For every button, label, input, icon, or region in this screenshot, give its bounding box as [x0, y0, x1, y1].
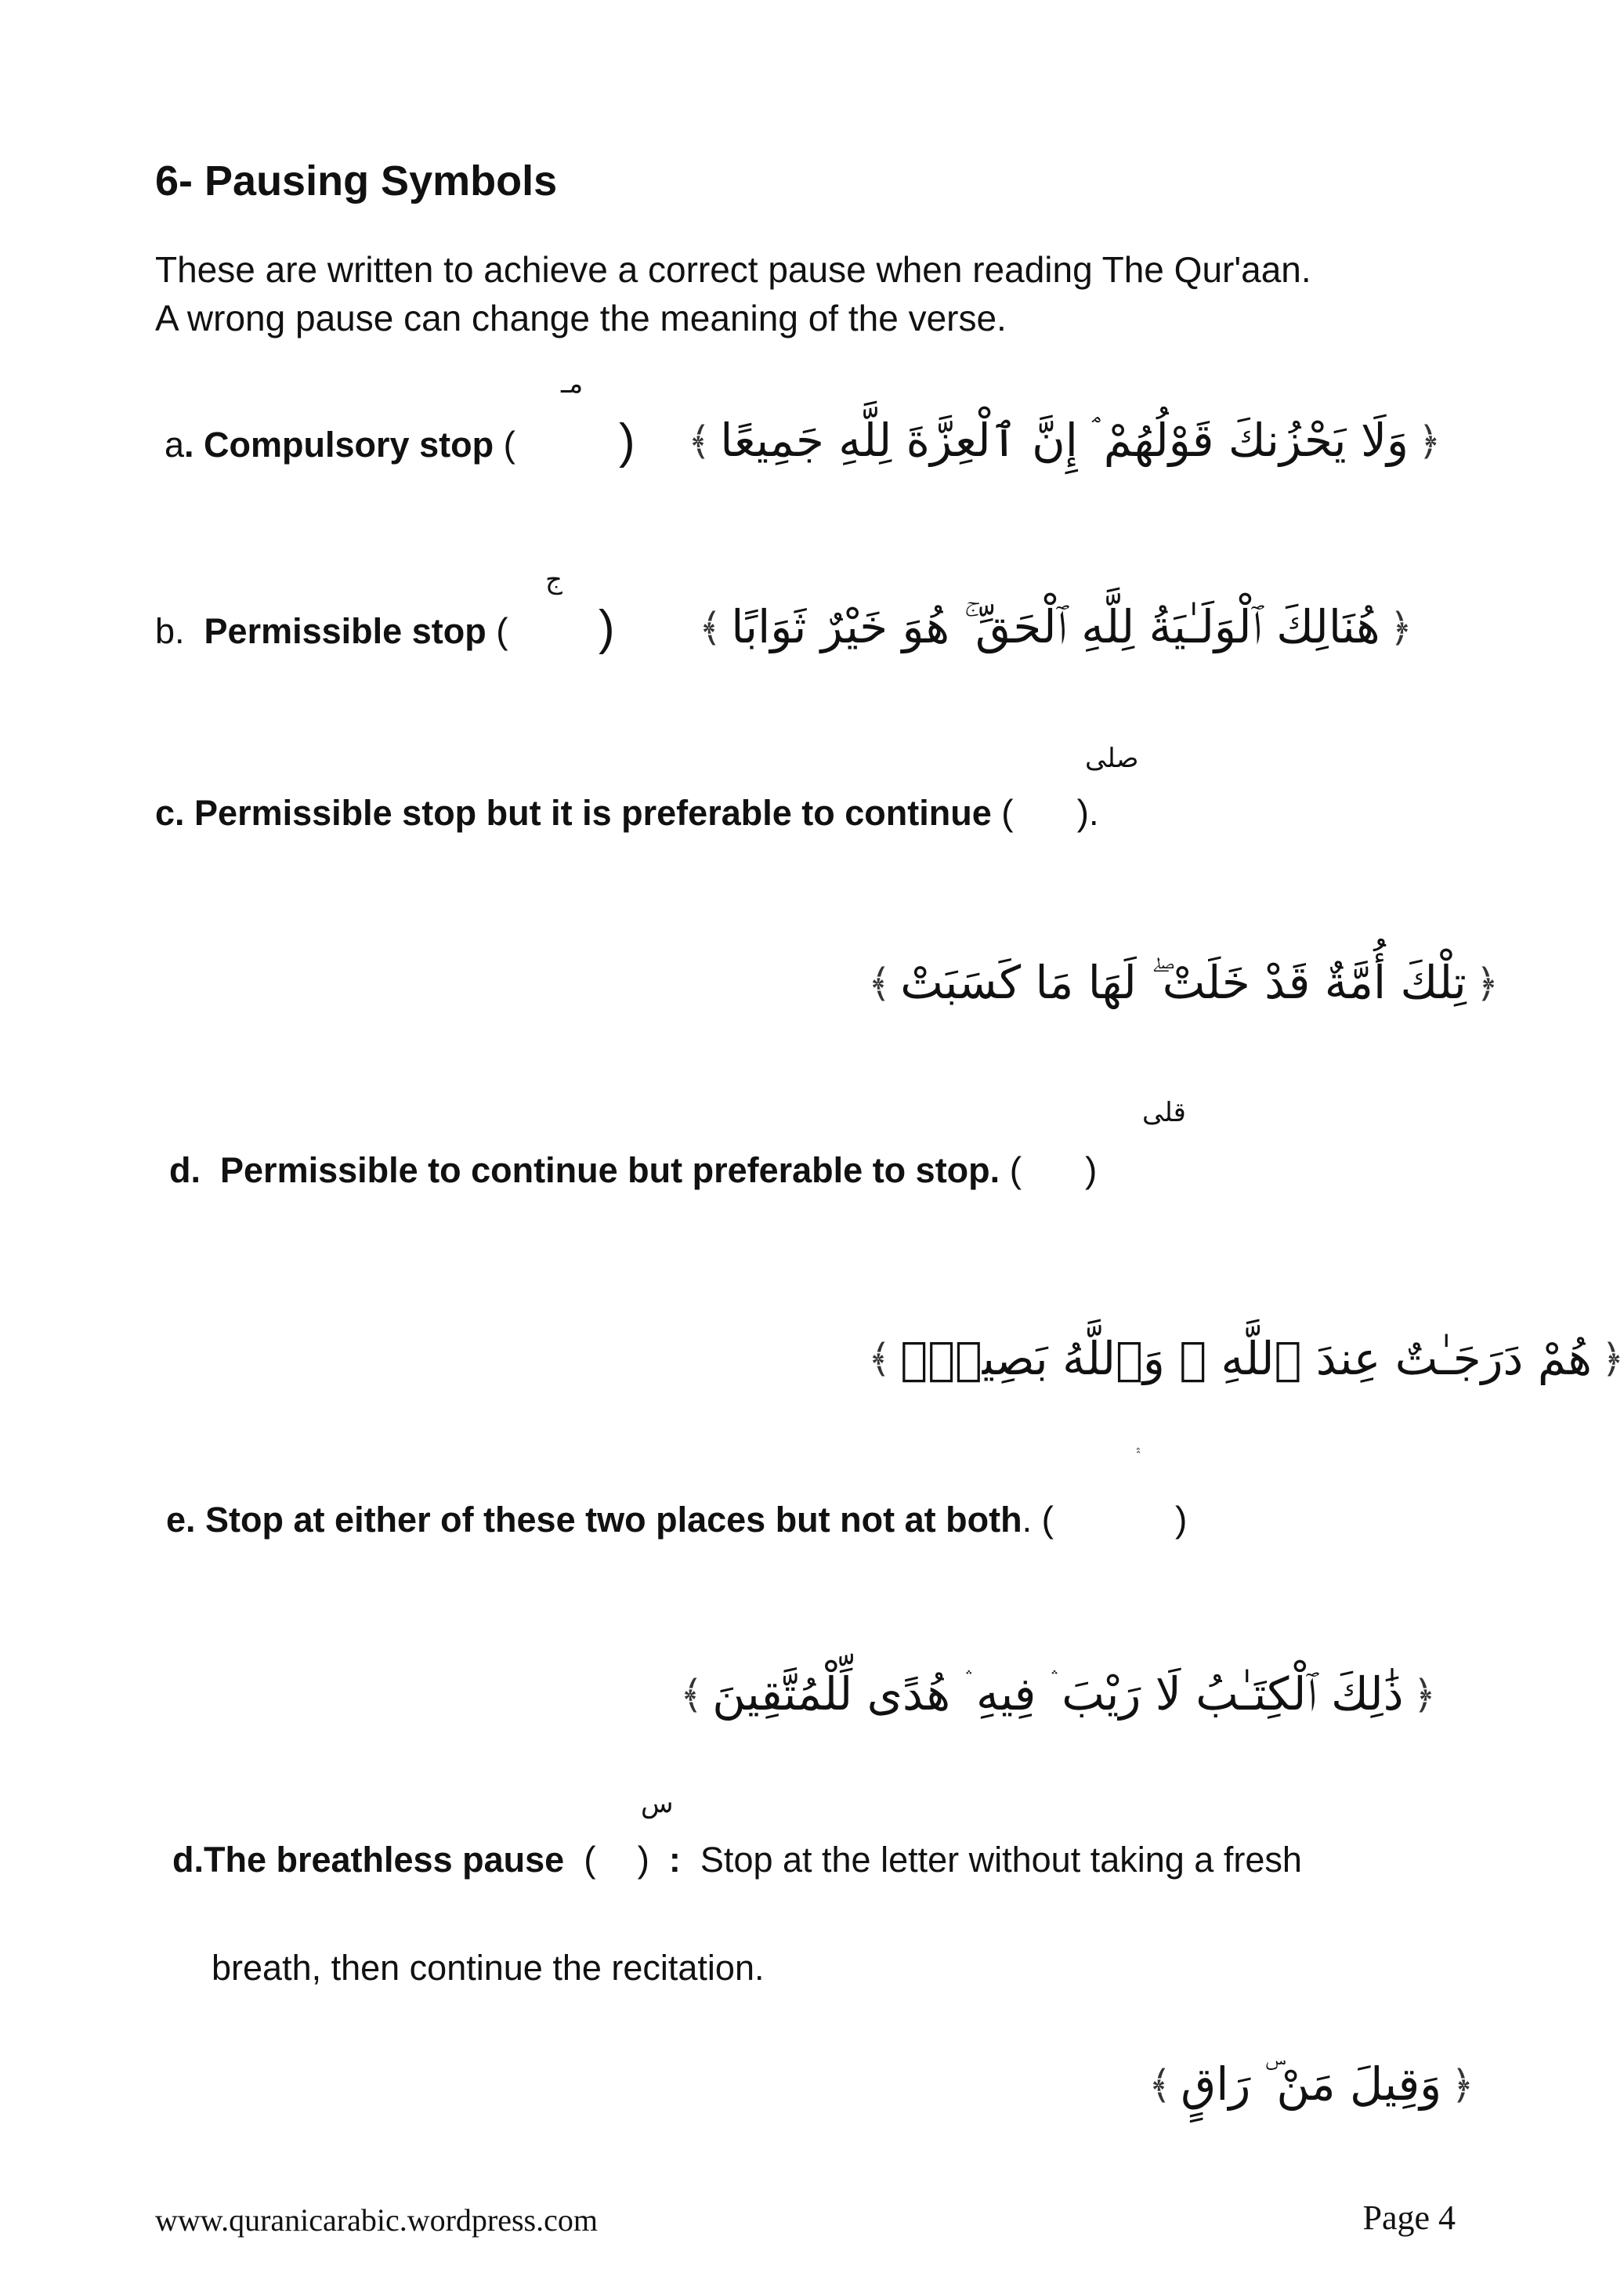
item-e-suffix: . — [1022, 1500, 1033, 1540]
item-f-desc-2: breath, then continue the recitation. — [212, 1948, 765, 1988]
item-a-title: . Compulsory stop — [184, 425, 494, 465]
item-f-symbol: س — [641, 1788, 674, 1819]
item-b-verse — [699, 600, 1412, 654]
verse-ornament-end: ﴾ — [868, 1336, 892, 1381]
verse-ornament-end: ﴾ — [868, 960, 892, 1006]
item-d-symbol: قلى — [1142, 1097, 1186, 1128]
verse-ornament-start: ﴿ — [1412, 1671, 1436, 1717]
item-a-label — [165, 423, 515, 465]
item-c-label — [155, 791, 1099, 834]
item-e-open-paren: ( — [1041, 1499, 1054, 1540]
item-f-label — [172, 1838, 1302, 1880]
verse-ornament-start: ﴿ — [1451, 2061, 1474, 2108]
verse-ornament-end: ﴾ — [699, 604, 722, 650]
intro-line-1: These are written to achieve a correct pause when reading The Qur'aan. — [155, 249, 1311, 290]
item-d-label — [169, 1149, 1097, 1191]
item-f-title: The breathless pause — [204, 1840, 565, 1880]
item-c-verse-text: تِلْكَ أُمَّةٌ قَدْ خَلَتْ ۖ لَهَا مَا كَسَبَتْ — [900, 956, 1467, 1009]
item-e-close-paren: ) — [1174, 1499, 1188, 1540]
verse-ornament-start: ﴿ — [1475, 960, 1499, 1006]
footer-url[interactable]: www.quranicarabic.wordpress.com — [155, 2202, 598, 2238]
item-b-open-paren: ( — [496, 610, 508, 651]
item-a-verse — [688, 414, 1441, 468]
item-c-close-paren: ). — [1076, 792, 1099, 833]
verse-ornament-start: ﴿ — [1601, 1336, 1624, 1381]
item-e-letter: e. — [166, 1500, 196, 1540]
item-c-symbol: صلى — [1085, 743, 1139, 774]
item-b-symbol: ج — [545, 564, 562, 595]
item-a-close-paren: ) — [619, 414, 635, 469]
verse-ornament-start: ﴿ — [1418, 418, 1441, 464]
verse-ornament-end: ﴾ — [688, 418, 711, 464]
item-d-verse-text: هُمْ دَرَجَـٰتٌ عِندَ ٱللَّهِ ۗ وَٱللَّهُ بَصِيرٌۢ — [900, 1332, 1593, 1385]
item-c-title: . Permissible stop but it is preferable to continue — [175, 793, 992, 833]
item-f-colon: : — [668, 1840, 681, 1880]
item-a-verse-text: وَلَا يَحْزُنكَ قَوْلُهُمْ ۘ إِنَّ ٱلْعِزَّةَ لِلَّهِ جَمِيعًا — [720, 414, 1409, 467]
item-e-verse-text: ذَٰلِكَ ٱلْكِتَـٰبُ لَا رَيْبَ ۛ فِيهِ ۛ هُدًى لِّلْمُتَّقِينَ — [712, 1667, 1404, 1721]
item-e-symbol: ۛ ۛ — [1136, 1449, 1143, 1481]
item-f-close-paren: ) — [637, 1839, 649, 1880]
item-c-open-paren: ( — [1001, 792, 1014, 833]
item-f-verse — [1148, 2057, 1474, 2112]
item-d-verse — [868, 1332, 1624, 1385]
item-e-label — [166, 1498, 1187, 1540]
item-b-verse-text: هُنَالِكَ ٱلْوَلَـٰيَةُ لِلَّهِ ٱلْحَقِّ ۚ هُوَ خَيْرٌ ثَوَابًا — [731, 600, 1380, 653]
item-c-verse — [868, 956, 1499, 1010]
item-f-desc-1: Stop at the letter without taking a fresh — [700, 1840, 1302, 1880]
item-b-label — [155, 610, 508, 652]
item-d-open-paren: ( — [1009, 1149, 1022, 1190]
item-d-letter: d. — [169, 1150, 201, 1190]
item-e-verse — [680, 1667, 1436, 1721]
item-d-close-paren: ) — [1085, 1149, 1098, 1190]
item-f-open-paren: ( — [584, 1839, 596, 1880]
verse-ornament-start: ﴿ — [1389, 604, 1412, 650]
intro-line-2: A wrong pause can change the meaning of the verse. — [155, 298, 1007, 338]
item-a-open-paren: ( — [503, 424, 515, 465]
item-d-title: Permissible to continue but preferable to stop. — [220, 1150, 1000, 1190]
item-a-symbol: مـ — [561, 368, 584, 400]
item-b-title: Permissible stop — [204, 611, 486, 651]
section-heading: 6- Pausing Symbols — [155, 157, 558, 204]
page-number: Page 4 — [1362, 2198, 1456, 2237]
item-f-letter: d. — [172, 1840, 204, 1880]
verse-ornament-end: ﴾ — [680, 1671, 703, 1717]
item-a-letter: a — [165, 425, 185, 465]
item-c-letter: c — [155, 793, 175, 833]
item-b-close-paren: ) — [599, 601, 615, 655]
verse-ornament-end: ﴾ — [1148, 2061, 1172, 2108]
item-e-title: Stop at either of these two places but not at both — [205, 1500, 1022, 1540]
item-b-letter: b. — [155, 611, 185, 651]
item-f-verse-text: وَقِيلَ مَنْ ۜ رَاقٍ — [1181, 2057, 1442, 2111]
